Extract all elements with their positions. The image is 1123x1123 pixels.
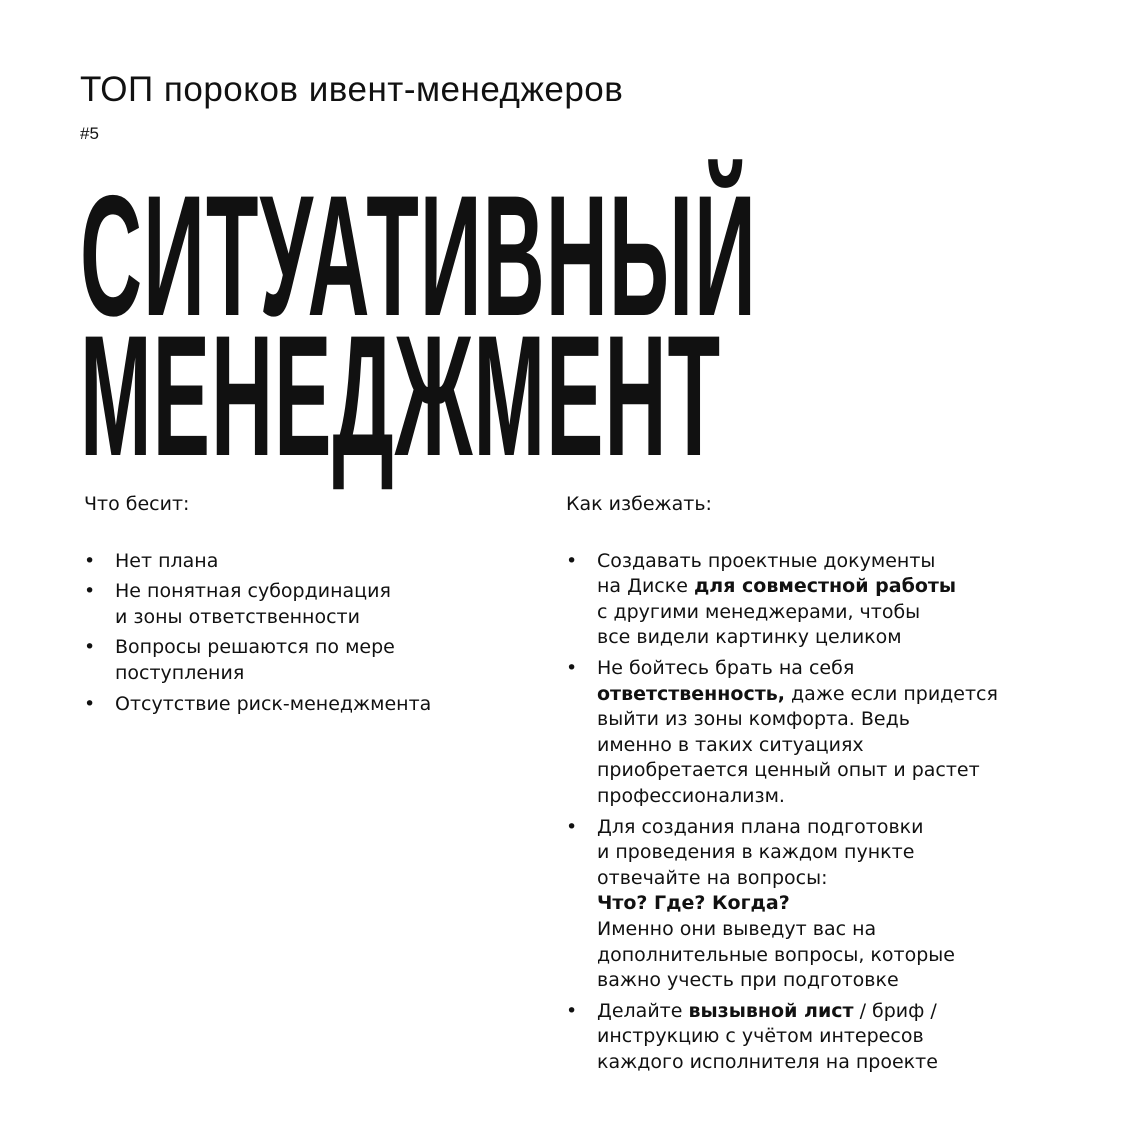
bullet-icon: • [566, 815, 578, 838]
emphasis-text: вызывной лист [688, 999, 854, 1022]
text: и зоны ответственности [115, 605, 360, 628]
text: поступления [115, 661, 245, 684]
list-item-line [597, 784, 1086, 810]
emphasis-text: ответственность, [597, 682, 785, 705]
text: дополнительные вопросы, которые [597, 943, 955, 966]
text: отвечайте на вопросы: [597, 866, 828, 889]
list-item-line [597, 999, 1086, 1025]
text: Для создания плана подготовки [597, 815, 924, 838]
list-item-line [597, 625, 1086, 651]
solutions-column [566, 492, 1086, 1080]
list-item [84, 692, 524, 718]
list-item-line [597, 574, 1086, 600]
series-title: ТОП пороков ивент-менеджеров [80, 70, 624, 109]
headline-line-1: СИТУАТИВНЫЙ [80, 160, 757, 352]
list-item-line [115, 605, 524, 631]
emphasis-text: для совместной работы [693, 575, 957, 598]
annoyances-heading: Что бесит: [84, 493, 190, 515]
text: инструкцию с учётом интересов [597, 1025, 924, 1048]
list-item [566, 656, 1086, 810]
list-item-line [597, 968, 1086, 994]
list-item-line [597, 917, 1086, 943]
list-item [84, 635, 524, 686]
text: даже если придется [785, 682, 998, 705]
list-item-line [597, 840, 1086, 866]
list-item [566, 815, 1086, 994]
annoyances-list [84, 549, 524, 718]
text: и проведения в каждом пункте [597, 841, 915, 864]
text: все видели картинку целиком [597, 626, 902, 649]
list-item-line [597, 682, 1086, 708]
list-item-line [115, 635, 524, 661]
bullet-icon: • [566, 549, 578, 572]
bullet-icon: • [566, 999, 578, 1022]
text: Отсутствие риск-менеджмента [115, 692, 432, 715]
list-item-line [597, 707, 1086, 733]
list-item-line [597, 656, 1086, 682]
text: с другими менеджерами, чтобы [597, 600, 921, 623]
bullet-icon: • [84, 692, 96, 715]
text: важно учесть при подготовке [597, 969, 899, 992]
text: Создавать проектные документы [597, 549, 936, 572]
list-item-line [597, 815, 1086, 841]
bullet-icon: • [84, 580, 96, 603]
text: выйти из зоны комфорта. Ведь [597, 708, 910, 731]
list-item-line [597, 866, 1086, 892]
text: Именно они выведут вас на [597, 917, 877, 940]
list-item-line [115, 549, 524, 575]
list-item [84, 579, 524, 630]
list-item-line [597, 733, 1086, 759]
text: Не бойтесь брать на себя [597, 656, 855, 679]
bullet-icon: • [84, 636, 96, 659]
issue-number: #5 [80, 124, 99, 143]
text: Вопросы решаются по мере [115, 636, 395, 659]
text: Не понятная субординация [115, 580, 391, 603]
list-item-line [597, 549, 1086, 575]
list-item-line [597, 943, 1086, 969]
list-item [84, 549, 524, 575]
text: каждого исполнителя на проекте [597, 1050, 938, 1073]
solutions-list [566, 549, 1086, 1076]
text: приобретается ценный опыт и растет [597, 759, 980, 782]
list-item-line [115, 661, 524, 687]
list-item [566, 549, 1086, 651]
bullet-icon: • [84, 549, 96, 572]
list-item-line [115, 579, 524, 605]
list-item-line [115, 692, 524, 718]
text: профессионализм. [597, 784, 785, 807]
list-item-line [597, 891, 1086, 917]
text: / бриф / [853, 999, 937, 1022]
text: на Диске [597, 575, 694, 598]
text: Нет плана [115, 549, 219, 572]
list-item-line [597, 1050, 1086, 1076]
list-item-line [597, 1024, 1086, 1050]
bullet-icon: • [566, 656, 578, 679]
annoyances-column [84, 492, 524, 722]
headline-line-2: МЕНЕДЖМЕНТ [80, 300, 722, 492]
list-item-line [597, 600, 1086, 626]
solutions-heading: Как избежать: [566, 493, 712, 515]
list-item-line [597, 758, 1086, 784]
text: именно в таких ситуациях [597, 733, 864, 756]
list-item [566, 999, 1086, 1076]
emphasis-text: Что? Где? Когда? [597, 892, 790, 915]
text: Делайте [597, 999, 689, 1022]
